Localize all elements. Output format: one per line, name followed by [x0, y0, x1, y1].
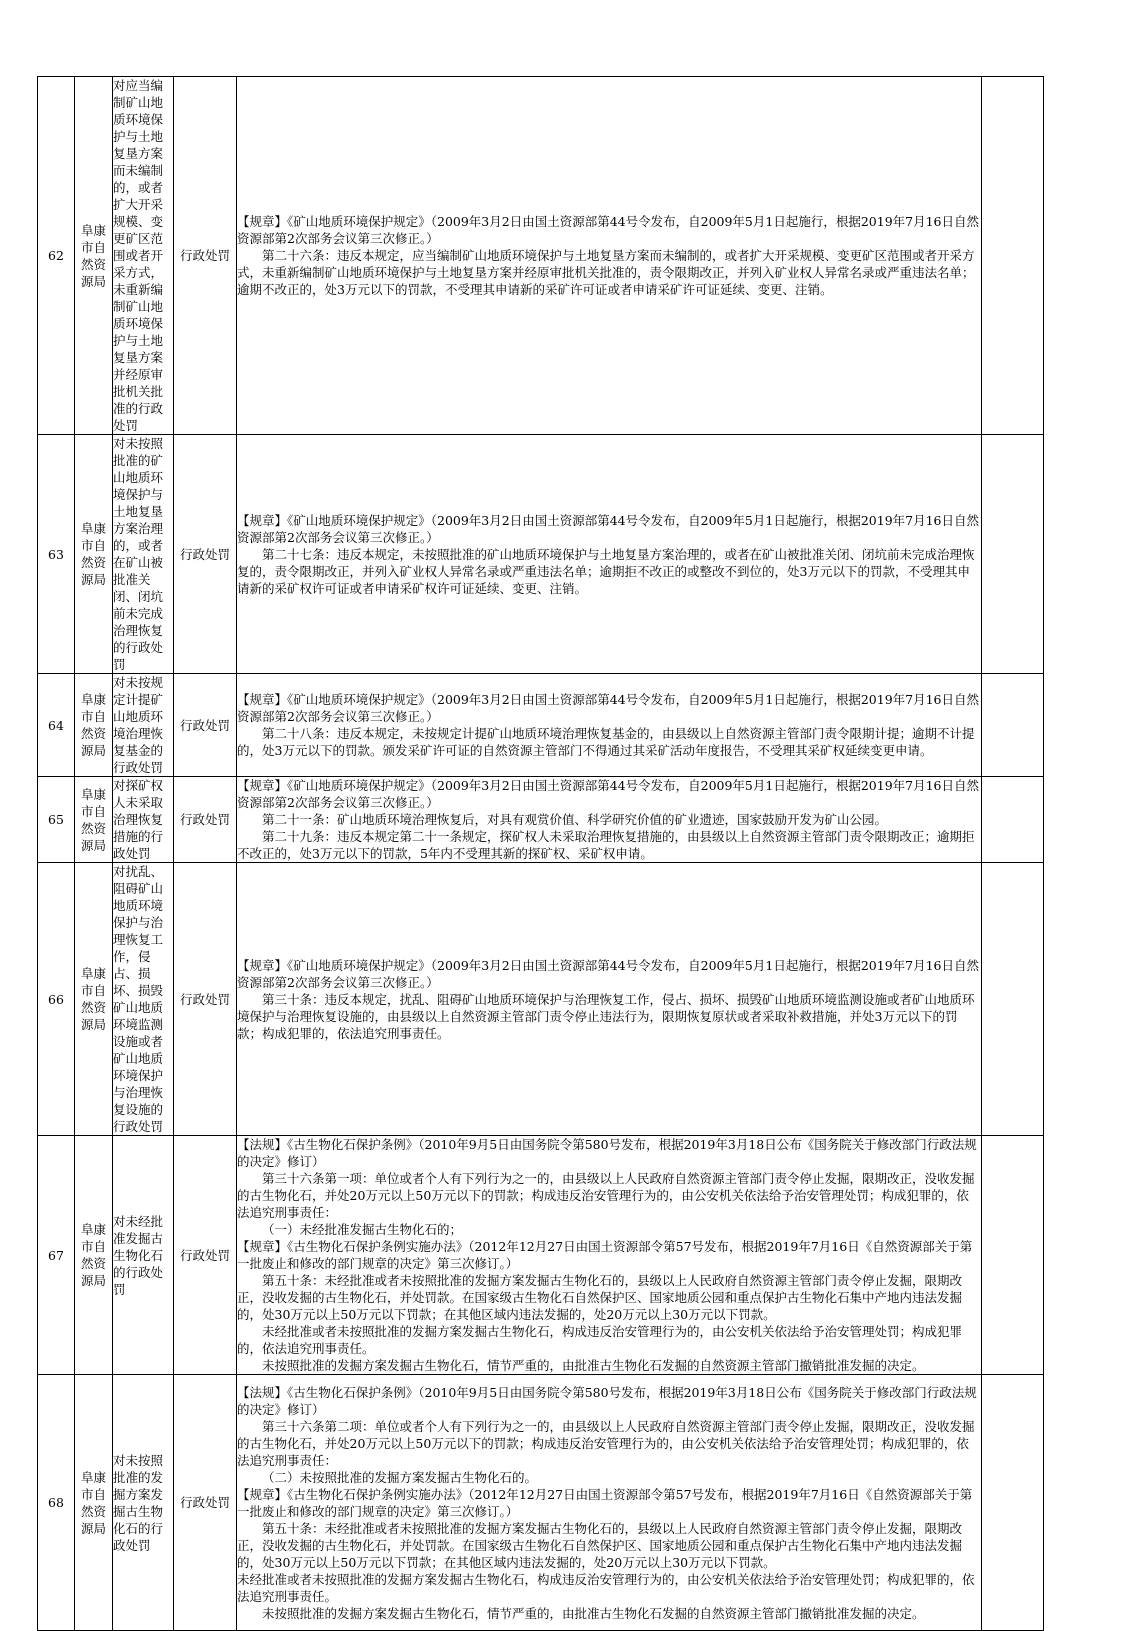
item-name-cell: 对未经批准发掘古生物化石的行政处罚 — [113, 1136, 174, 1375]
basis-paragraph: 【规章】《古生物化石保护条例实施办法》（2012年12月27日由国土资源部令第57号发布，根据2019年7月16日《自然资源部关于第一批废止和修改的部门规章的决定》第三次修订。） — [237, 1239, 973, 1271]
row-number: 66 — [38, 863, 75, 1136]
basis-paragraph: （一）未经批准发掘古生物化石的； — [262, 1222, 463, 1237]
basis-paragraph: 【规章】《古生物化石保护条例实施办法》（2012年12月27日由国土资源部令第57号发布，根据2019年7月16日《自然资源部关于第一批废止和修改的部门规章的决定》第三次修订。） — [237, 1486, 973, 1519]
legal-basis-cell — [237, 1136, 982, 1375]
table-row — [38, 77, 1044, 435]
basis-paragraph: 第二十九条：违反本规定第二十一条规定，探矿权人未采取治理恢复措施的，由县级以上自然资源主管部门责令限期改正；逾期拒不改正的，处3万元以下的罚款，5年内不受理其新的探矿权、采矿权申请。 — [237, 829, 975, 861]
row-number: 64 — [38, 674, 75, 777]
remarks-cell — [982, 674, 1044, 777]
legal-basis-cell — [237, 863, 982, 1136]
power-type-cell: 行政处罚 — [174, 674, 237, 777]
basis-paragraph: 第五十条：未经批准或者未按照批准的发掘方案发掘古生物化石的，县级以上人民政府自然资源主管部门责令停止发掘，限期改正，没收发掘的古生物化石，并处罚款。在国家级古生物化石自然保护区、国家地质公园和重点保护古生物化石集中产地内违法发掘的，处30万元以上50万元以下罚款；在其他区域内违法发掘的，处20万元以上30万元以下罚款。 — [237, 1520, 963, 1570]
power-type-cell: 行政处罚 — [174, 863, 237, 1136]
basis-paragraph: 未经批准或者未按照批准的发掘方案发掘古生物化石，构成违反治安管理行为的，由公安机关依法给予治安管理处罚；构成犯罪的，依法追究刑事责任。 — [237, 1324, 963, 1356]
basis-paragraph: 第二十六条：违反本规定，应当编制矿山地质环境保护与土地复垦方案而未编制的，或者扩大开采规模、变更矿区范围或者开采方式，未重新编制矿山地质环境保护与土地复垦方案并经原审批机关批准的，责令限期改正，并列入矿业权人异常名录或严重违法名单；逾期不改正的，处3万元以下的罚款，不受理其申请新的采矿许可证或者申请采矿许可证延续、变更、注销。 — [237, 248, 975, 297]
legal-basis-cell — [237, 435, 982, 674]
row-number: 65 — [38, 777, 75, 863]
basis-paragraph: 第二十一条：矿山地质环境治理恢复后，对具有观赏价值、科学研究价值的矿业遗迹，国家鼓励开发为矿山公园。 — [262, 812, 888, 827]
power-type-cell: 行政处罚 — [174, 1136, 237, 1375]
legal-basis-cell — [237, 777, 982, 863]
department-cell: 阜康市自然资源局 — [75, 435, 113, 674]
remarks-cell — [982, 777, 1044, 863]
department-cell: 阜康市自然资源局 — [75, 1375, 113, 1631]
remarks-cell — [982, 77, 1044, 435]
basis-paragraph: 【规章】《矿山地质环境保护规定》（2009年3月2日由国土资源部第44号令发布，自2009年5月1日起施行，根据2019年7月16日自然资源部第2次部务会议第三次修正。） — [237, 778, 980, 810]
table-row — [38, 1136, 1044, 1375]
remarks-cell — [982, 435, 1044, 674]
row-number: 63 — [38, 435, 75, 674]
item-name-cell: 对未按规定计提矿山地质环境治理恢复基金的行政处罚 — [113, 674, 174, 777]
table-row — [38, 435, 1044, 674]
item-name-cell: 对扰乱、阻碍矿山地质环境保护与治理恢复工作，侵占、损坏、损毁矿山地质环境监测设施或者矿山地质环境保护与治理恢复设施的行政处罚 — [113, 863, 174, 1136]
department-cell: 阜康市自然资源局 — [75, 777, 113, 863]
basis-paragraph: 第三十六条第二项：单位或者个人有下列行为之一的，由县级以上人民政府自然资源主管部门责令停止发掘，限期改正，没收发掘的古生物化石，并处20万元以上50万元以下的罚款；构成违反治安管理行为的，由公安机关依法给予治安管理处罚；构成犯罪的，依法追究刑事责任： — [237, 1418, 975, 1468]
basis-paragraph: 【法规】《古生物化石保护条例》（2010年9月5日由国务院令第580号发布，根据2019年3月18日公布《国务院关于修改部门行政法规的决定》修订） — [237, 1384, 977, 1417]
department-cell: 阜康市自然资源局 — [75, 1136, 113, 1375]
basis-paragraph: 【规章】《矿山地质环境保护规定》（2009年3月2日由国土资源部第44号令发布，自2009年5月1日起施行，根据2019年7月16日自然资源部第2次部务会议第三次修正。） — [237, 214, 980, 246]
power-type-cell: 行政处罚 — [174, 77, 237, 435]
remarks-cell — [982, 1136, 1044, 1375]
department-cell: 阜康市自然资源局 — [75, 674, 113, 777]
basis-paragraph: 未经批准或者未按照批准的发掘方案发掘古生物化石，构成违反治安管理行为的，由公安机关依法给予治安管理处罚；构成犯罪的，依法追究刑事责任。 — [237, 1571, 975, 1604]
basis-paragraph: 第五十条：未经批准或者未按照批准的发掘方案发掘古生物化石的，县级以上人民政府自然资源主管部门责令停止发掘，限期改正，没收发掘的古生物化石，并处罚款。在国家级古生物化石自然保护区、国家地质公园和重点保护古生物化石集中产地内违法发掘的，处30万元以上50万元以下罚款；在其他区域内违法发掘的，处20万元以上30万元以下罚款。 — [237, 1273, 963, 1322]
basis-paragraph: 【规章】《矿山地质环境保护规定》（2009年3月2日由国土资源部第44号令发布，自2009年5月1日起施行，根据2019年7月16日自然资源部第2次部务会议第三次修正。） — [237, 512, 980, 545]
table-row — [38, 674, 1044, 777]
basis-paragraph: 【规章】《矿山地质环境保护规定》（2009年3月2日由国土资源部第44号令发布，自2009年5月1日起施行，根据2019年7月16日自然资源部第2次部务会议第三次修正。） — [237, 957, 980, 990]
row-number: 67 — [38, 1136, 75, 1375]
table-row — [38, 863, 1044, 1136]
basis-paragraph: 【规章】《矿山地质环境保护规定》（2009年3月2日由国土资源部第44号令发布，自2009年5月1日起施行，根据2019年7月16日自然资源部第2次部务会议第三次修正。） — [237, 692, 980, 724]
basis-paragraph: 未按照批准的发掘方案发掘古生物化石，情节严重的，由批准古生物化石发掘的自然资源主管部门撤销批准发掘的决定。 — [262, 1605, 925, 1621]
basis-paragraph: 未按照批准的发掘方案发掘古生物化石，情节严重的，由批准古生物化石发掘的自然资源主管部门撤销批准发掘的决定。 — [262, 1358, 925, 1373]
item-name-cell: 对探矿权人未采取治理恢复措施的行政处罚 — [113, 777, 174, 863]
department-cell: 阜康市自然资源局 — [75, 863, 113, 1136]
basis-paragraph: 第三十六条第一项：单位或者个人有下列行为之一的，由县级以上人民政府自然资源主管部门责令停止发掘，限期改正，没收发掘的古生物化石，并处20万元以上50万元以下的罚款；构成违反治安管理行为的，由公安机关依法给予治安管理处罚；构成犯罪的，依法追究刑事责任： — [237, 1171, 975, 1220]
department-cell: 阜康市自然资源局 — [75, 77, 113, 435]
row-number: 68 — [38, 1375, 75, 1631]
item-name-cell: 对未按照批准的矿山地质环境保护与土地复垦方案治理的，或者在矿山被批准关闭、闭坑前未完成治理恢复的行政处罚 — [113, 435, 174, 674]
remarks-cell — [982, 863, 1044, 1136]
power-list-table — [37, 76, 1044, 1631]
basis-paragraph: 第三十条：违反本规定，扰乱、阻碍矿山地质环境保护与治理恢复工作，侵占、损坏、损毁矿山地质环境监测设施或者矿山地质环境保护与治理恢复设施的，由县级以上自然资源主管部门责令停止违法行为，限期恢复原状或者采取补救措施，并处3万元以下的罚款；构成犯罪的，依法追究刑事责任。 — [237, 991, 975, 1041]
item-name-cell: 对应当编制矿山地质环境保护与土地复垦方案而未编制的，或者扩大开采规模、变更矿区范围或者开采方式，未重新编制矿山地质环境保护与土地复垦方案并经原审批机关批准的行政处罚 — [113, 77, 174, 435]
table-row — [38, 777, 1044, 863]
basis-paragraph: 第二十七条：违反本规定，未按照批准的矿山地质环境保护与土地复垦方案治理的，或者在矿山被批准关闭、闭坑前未完成治理恢复的，责令限期改正，并列入矿业权人异常名录或严重违法名单；逾期拒不改正的或整改不到位的，处3万元以下的罚款，不受理其申请新的采矿权许可证或者申请采矿权许可证延续、变更、注销。 — [237, 546, 975, 596]
power-type-cell: 行政处罚 — [174, 777, 237, 863]
row-number: 62 — [38, 77, 75, 435]
remarks-cell — [982, 1375, 1044, 1631]
table-row — [38, 1375, 1044, 1631]
power-type-cell: 行政处罚 — [174, 435, 237, 674]
basis-paragraph: 第二十八条：违反本规定，未按规定计提矿山地质环境治理恢复基金的，由县级以上自然资源主管部门责令限期计提；逾期不计提的，处3万元以下的罚款。颁发采矿许可证的自然资源主管部门不得通过其采矿活动年度报告，不受理其采矿权延续变更申请。 — [237, 726, 975, 758]
legal-basis-cell — [237, 1375, 982, 1631]
basis-paragraph: （二）未按照批准的发掘方案发掘古生物化石的。 — [262, 1469, 538, 1485]
item-name-cell: 对未按照批准的发掘方案发掘古生物化石的行政处罚 — [113, 1375, 174, 1631]
legal-basis-cell — [237, 77, 982, 435]
legal-basis-cell — [237, 674, 982, 777]
basis-paragraph: 【法规】《古生物化石保护条例》（2010年9月5日由国务院令第580号发布，根据2019年3月18日公布《国务院关于修改部门行政法规的决定》修订） — [237, 1137, 977, 1169]
power-type-cell: 行政处罚 — [174, 1375, 237, 1631]
